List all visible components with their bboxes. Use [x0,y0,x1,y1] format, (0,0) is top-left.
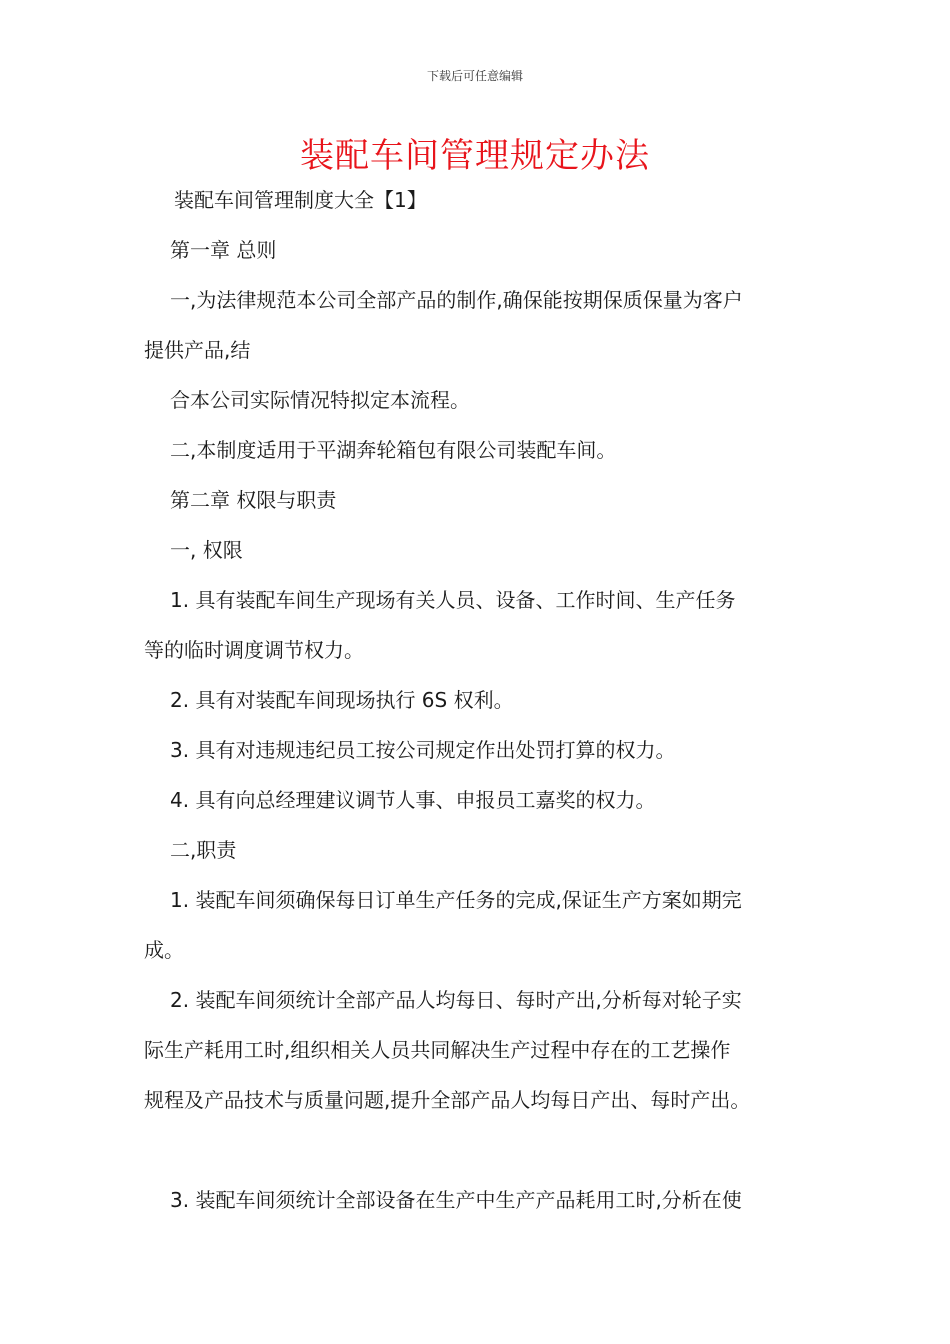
document-title: 装配车间管理规定办法 [300,136,650,176]
header-note: 下载后可任意编辑 [426,69,523,83]
section-heading: 二,职责 [170,838,237,862]
paragraph-line: 成。 [144,938,184,962]
paragraph-line: 规程及产品技术与质量问题,提升全部产品人均每日产出、每时产出。 [144,1088,751,1112]
paragraph-line: 等的临时调度调节权力。 [144,638,364,662]
paragraph-line: 1. 具有装配车间生产现场有关人员、设备、工作时间、生产任务 [170,588,736,612]
paragraph-line: 2. 具有对装配车间现场执行 6S 权利。 [170,688,514,712]
paragraph-line: 际生产耗用工时,组织相关人员共同解决生产过程中存在的工艺操作 [144,1038,731,1062]
paragraph-line: 一,为法律规范本公司全部产品的制作,确保能按期保质保量为客户 [170,288,743,312]
paragraph-line: 二,本制度适用于平湖奔轮箱包有限公司装配车间。 [170,438,617,462]
chapter-heading: 第二章 权限与职责 [170,488,337,512]
paragraph-line: 1. 装配车间须确保每日订单生产任务的完成,保证生产方案如期完 [170,888,742,912]
paragraph-line: 提供产品,结 [144,338,251,362]
chapter-heading: 第一章 总则 [170,238,277,262]
section-heading: 一, 权限 [170,538,243,562]
paragraph-line: 2. 装配车间须统计全部产品人均每日、每时产出,分析每对轮子实 [170,988,742,1012]
paragraph-line: 4. 具有向总经理建议调节人事、申报员工嘉奖的权力。 [170,788,656,812]
paragraph-line: 合本公司实际情况特拟定本流程。 [170,388,470,412]
paragraph-line: 3. 具有对违规违纪员工按公司规定作出处罚打算的权力。 [170,738,676,762]
subtitle: 装配车间管理制度大全【1】 [174,188,427,212]
paragraph-line: 3. 装配车间须统计全部设备在生产中生产产品耗用工时,分析在使 [170,1188,742,1212]
